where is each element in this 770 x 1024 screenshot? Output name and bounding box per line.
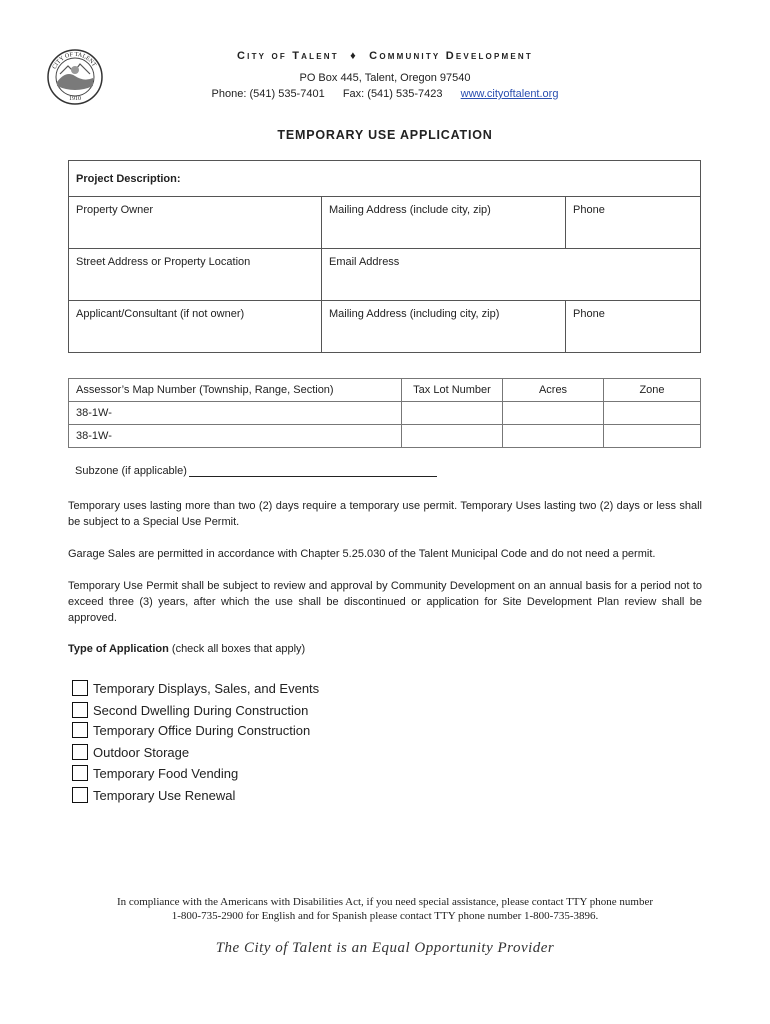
option-food-vending[interactable]: Temporary Food Vending: [72, 763, 238, 783]
owner-mailing-address-field[interactable]: Mailing Address (include city, zip): [322, 197, 566, 249]
table-row: [69, 425, 701, 448]
acres-cell[interactable]: [503, 402, 604, 425]
tax-lot-cell[interactable]: [402, 425, 503, 448]
property-owner-field[interactable]: Property Owner: [69, 197, 322, 249]
fax-number: Fax: (541) 535-7423: [342, 88, 443, 100]
equal-opportunity-statement: The City of Talent is an Equal Opportunity Provider: [215, 940, 555, 956]
option-temporary-displays[interactable]: Temporary Displays, Sales, and Events: [72, 678, 319, 698]
document-title: TEMPORARY USE APPLICATION: [277, 128, 493, 142]
type-of-application-label: Type of Application (check all boxes that apply): [68, 643, 306, 655]
contact-line: [0, 88, 770, 100]
garage-sales-paragraph: Garage Sales are permitted in accordance with Chapter 5.25.030 of the Talent Municipal Code and do not need a permit.: [68, 548, 656, 560]
zone-cell[interactable]: [604, 402, 701, 425]
checkbox[interactable]: [72, 744, 88, 760]
project-info-table: [68, 160, 701, 353]
subzone-field: [75, 464, 437, 477]
email-address-field[interactable]: Email Address: [322, 249, 701, 301]
checkbox[interactable]: [72, 722, 88, 738]
applicant-mailing-address-field[interactable]: Mailing Address (including city, zip): [322, 301, 566, 353]
checkbox[interactable]: [72, 765, 88, 781]
zone-cell[interactable]: [604, 425, 701, 448]
review-approval-paragraph: Temporary Use Permit shall be subject to review and approval by Community Development on an annual basis for a period not to exceed three (3) years, after which the use shall be discontinued or application for Site Development Plan review shall be approved.: [68, 580, 702, 624]
map-number-cell[interactable]: 38-1W-: [69, 425, 402, 448]
svg-text:1910: 1910: [69, 96, 81, 102]
option-outdoor-storage[interactable]: Outdoor Storage: [72, 742, 189, 762]
street-address-field[interactable]: Street Address or Property Location: [69, 249, 322, 301]
tax-lot-header: Tax Lot Number: [402, 379, 503, 402]
city-name: City of Talent: [237, 50, 339, 62]
website-link[interactable]: www.cityoftalent.org: [460, 88, 559, 100]
tax-lot-cell[interactable]: [402, 402, 503, 425]
map-number-header: Assessor’s Map Number (Township, Range, Section): [69, 379, 402, 402]
applicant-field[interactable]: Applicant/Consultant (if not owner): [69, 301, 322, 353]
checkbox[interactable]: [72, 787, 88, 803]
department-name: Community Development: [369, 50, 533, 62]
department-title: [0, 50, 770, 62]
ada-notice-line-2: 1-800-735-2900 for English and for Spanish please contact TTY phone number 1-800-735-3896.: [171, 910, 599, 922]
assessor-map-table: [68, 378, 701, 448]
owner-phone-field[interactable]: Phone: [566, 197, 701, 249]
map-number-cell[interactable]: 38-1W-: [69, 402, 402, 425]
checkbox[interactable]: [72, 702, 88, 718]
ada-notice-line-1: In compliance with the Americans with Disabilities Act, if you need special assistance, please contact TTY phone number: [116, 896, 654, 908]
permit-duration-paragraph: Temporary uses lasting more than two (2) days require a temporary use permit. Temporary Uses lasting two (2) days or less shall be subject to a Special Use Permit.: [68, 500, 702, 528]
mailing-address: PO Box 445, Talent, Oregon 97540: [299, 72, 471, 84]
subzone-input-line[interactable]: [189, 464, 437, 477]
option-second-dwelling[interactable]: Second Dwelling During Construction: [72, 700, 308, 720]
zone-header: Zone: [604, 379, 701, 402]
acres-header: Acres: [503, 379, 604, 402]
title-separator: ♦: [350, 50, 358, 62]
acres-cell[interactable]: [503, 425, 604, 448]
checkbox[interactable]: [72, 680, 88, 696]
applicant-phone-field[interactable]: Phone: [566, 301, 701, 353]
table-row: [69, 402, 701, 425]
svg-text:CITY OF TALENT: CITY OF TALENT: [51, 51, 97, 71]
phone-number: Phone: (541) 535-7401: [211, 88, 325, 100]
project-description-field[interactable]: Project Description:: [69, 161, 701, 197]
subzone-label: Subzone (if applicable): [75, 465, 187, 477]
option-temporary-office[interactable]: Temporary Office During Construction: [72, 720, 310, 740]
option-use-renewal[interactable]: Temporary Use Renewal: [72, 785, 235, 805]
